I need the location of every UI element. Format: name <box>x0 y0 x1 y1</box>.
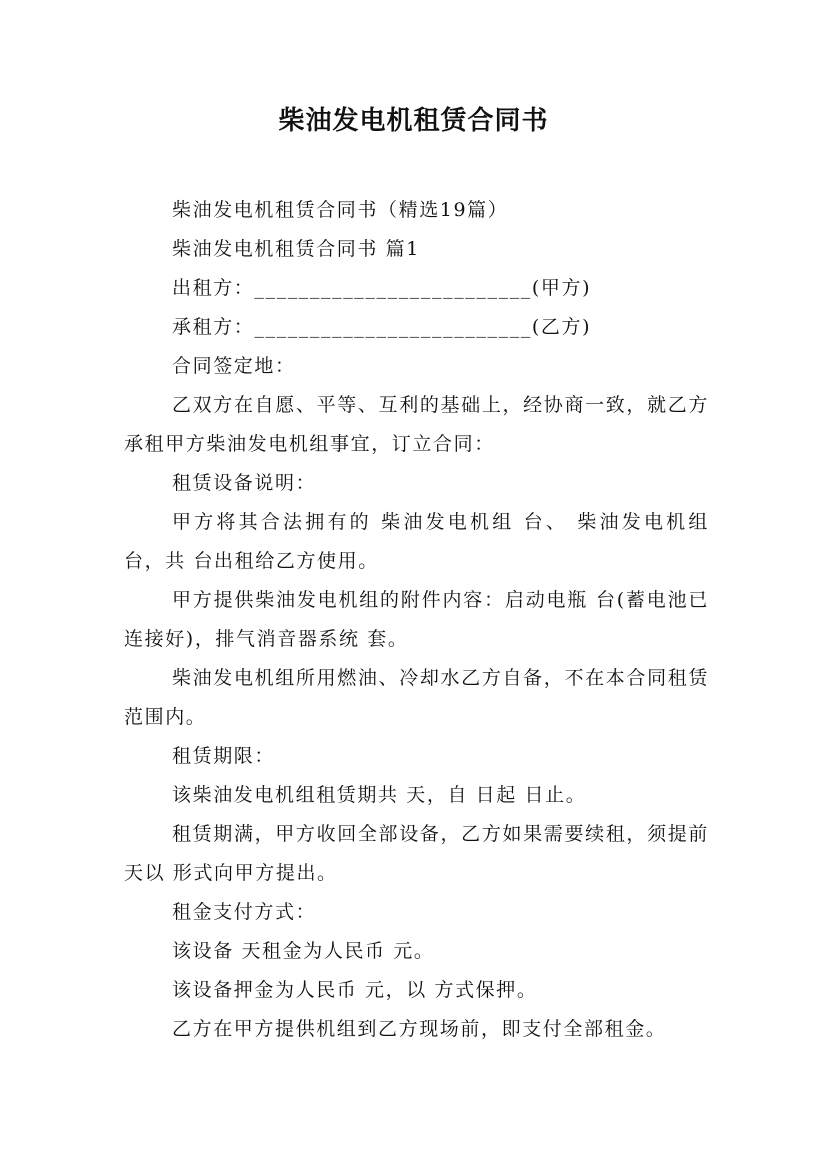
paragraph-rent: 该设备 天租金为人民币 元。 <box>172 940 435 962</box>
paragraph-lessee: 承租方：_________________________(乙方) <box>172 316 592 338</box>
paragraph-preamble: 乙双方在自愿、平等、互利的基础上，经协商一致，就乙方承租甲方柴油发电机组事宜，订立合同： <box>124 394 709 455</box>
paragraph-payment-heading: 租金支付方式： <box>172 901 317 923</box>
paragraph-article-heading: 柴油发电机租赁合同书 篇1 <box>172 238 420 260</box>
paragraph-signing-place: 合同签定地： <box>172 355 296 377</box>
paragraph-term: 该柴油发电机组租赁期共 天，自 日起 日止。 <box>172 784 587 806</box>
paragraph-prepayment: 乙方在甲方提供机组到乙方现场前，即支付全部租金。 <box>172 1018 667 1040</box>
document-title: 柴油发电机租赁合同书 <box>278 106 549 136</box>
paragraph-renewal: 租赁期满，甲方收回全部设备，乙方如果需要续租，须提前 天以 形式向甲方提出。 <box>124 823 717 884</box>
paragraph-term-heading: 租赁期限： <box>172 745 276 767</box>
paragraph-equipment-heading: 租赁设备说明： <box>172 472 317 494</box>
paragraph-equipment-list: 甲方将其合法拥有的 柴油发电机组 台、 柴油发电机组 台，共 台出租给乙方使用。 <box>124 511 717 572</box>
paragraph-lessor: 出租方：_________________________(甲方) <box>172 277 592 299</box>
document-body <box>124 191 717 1049</box>
paragraph-accessories: 甲方提供柴油发电机组的附件内容：启动电瓶 台(蓄电池已连接好)，排气消音器系统 套。 <box>124 589 709 650</box>
paragraph-subtitle: 柴油发电机租赁合同书（精选19篇） <box>172 199 509 221</box>
paragraph-fuel: 柴油发电机组所用燃油、冷却水乙方自备，不在本合同租赁范围内。 <box>124 667 709 728</box>
paragraph-deposit: 该设备押金为人民币 元，以 方式保押。 <box>172 979 538 1001</box>
